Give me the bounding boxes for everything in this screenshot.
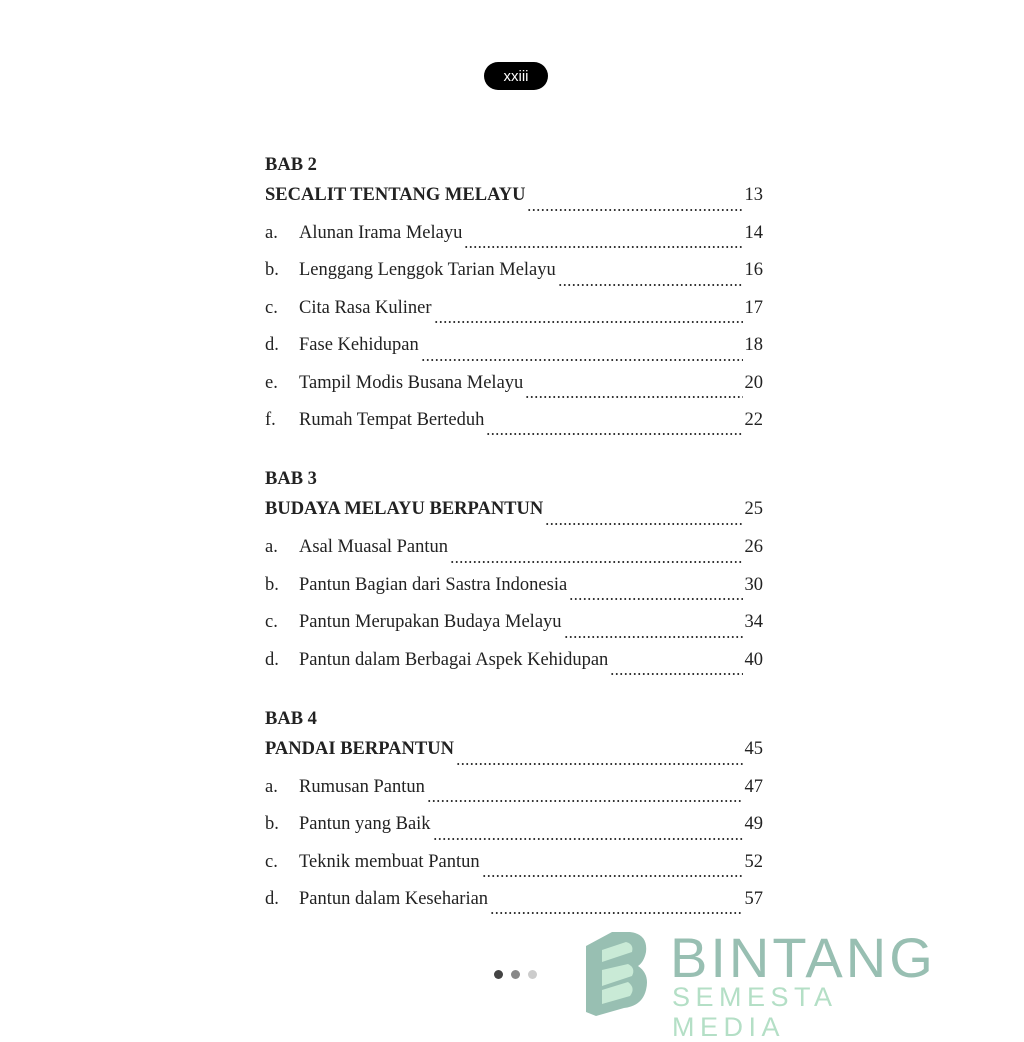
toc-entry[interactable] xyxy=(265,572,763,609)
carousel-dot[interactable] xyxy=(528,970,537,979)
page-number: 49 xyxy=(744,814,763,835)
page-number: 52 xyxy=(744,851,763,872)
page-number: 57 xyxy=(744,889,763,910)
chapter-label: BAB 3 xyxy=(265,469,317,490)
toc-entry[interactable] xyxy=(265,257,763,294)
page-number: 18 xyxy=(744,335,763,356)
entry-title: Pantun dalam Berbagai Aspek Kehidupan xyxy=(299,649,609,670)
entry-letter: c. xyxy=(265,851,278,872)
page-number: 34 xyxy=(744,612,763,633)
entry-title: Pantun Bagian dari Sastra Indonesia xyxy=(299,574,568,595)
entry-title: Lenggang Lenggok Tarian Melayu xyxy=(299,260,556,281)
entry-title: Pantun yang Baik xyxy=(299,814,431,835)
chapter-title-row[interactable] xyxy=(265,182,763,220)
entry-letter: b. xyxy=(265,574,279,595)
toc-entry[interactable] xyxy=(265,849,763,886)
page-number: 16 xyxy=(744,260,763,281)
entry-title: Alunan Irama Melayu xyxy=(299,223,463,243)
entry-letter: e. xyxy=(265,372,278,393)
dot-leader xyxy=(610,672,742,676)
entry-letter: b. xyxy=(265,814,279,835)
toc-entry[interactable] xyxy=(265,295,763,332)
entry-letter: a. xyxy=(265,776,278,797)
toc-entry[interactable] xyxy=(265,774,763,811)
entry-letter: c. xyxy=(265,612,278,633)
entry-letter: b. xyxy=(265,260,279,281)
page-number: 13 xyxy=(744,185,763,205)
toc-entry[interactable] xyxy=(265,811,763,848)
dot-leader xyxy=(450,560,742,564)
chapter-title-row[interactable] xyxy=(265,736,763,774)
chapter-label: BAB 4 xyxy=(265,708,317,729)
dot-leader xyxy=(564,635,743,639)
entry-letter: a. xyxy=(265,537,278,558)
toc-section xyxy=(265,706,763,924)
toc-section xyxy=(265,466,763,684)
page-number: 45 xyxy=(744,738,763,759)
carousel-dot[interactable] xyxy=(511,970,520,979)
chapter-title: BUDAYA MELAYU BERPANTUN xyxy=(265,499,544,520)
page-number: 20 xyxy=(744,372,763,393)
dot-leader xyxy=(569,597,742,601)
dot-leader xyxy=(490,911,742,915)
entry-title: Cita Rasa Kuliner xyxy=(299,297,432,318)
toc-entry[interactable] xyxy=(265,332,763,369)
entry-letter: f. xyxy=(265,409,276,430)
dot-leader xyxy=(433,837,743,841)
entry-letter: d. xyxy=(265,649,279,670)
toc-entry[interactable] xyxy=(265,534,763,571)
toc-entry[interactable] xyxy=(265,370,763,407)
entry-title: Tampil Modis Busana Melayu xyxy=(299,372,524,393)
dot-leader xyxy=(464,245,742,249)
toc-entry[interactable] xyxy=(265,647,763,684)
page-number: 17 xyxy=(744,297,763,318)
dot-leader xyxy=(427,799,743,803)
entry-title: Pantun Merupakan Budaya Melayu xyxy=(299,612,562,633)
page-number: 25 xyxy=(744,499,763,520)
dot-leader xyxy=(456,762,743,766)
page-number: 22 xyxy=(744,409,763,430)
entry-title: Asal Muasal Pantun xyxy=(299,537,449,558)
dot-leader xyxy=(527,208,742,212)
dot-leader xyxy=(558,283,743,287)
toc-entry[interactable] xyxy=(265,886,763,923)
dot-leader xyxy=(486,432,742,436)
entry-title: Teknik membuat Pantun xyxy=(299,851,480,872)
chapter-title: PANDAI BERPANTUN xyxy=(265,738,454,759)
dot-leader xyxy=(421,358,743,362)
page-number: 30 xyxy=(744,574,763,595)
dot-leader xyxy=(525,395,742,399)
chapter-label: BAB 2 xyxy=(265,155,317,175)
entry-letter: d. xyxy=(265,335,279,356)
dot-leader xyxy=(434,320,743,324)
page-number-badge: xxiii xyxy=(484,62,548,90)
toc-section xyxy=(265,152,763,444)
entry-title: Rumah Tempat Berteduh xyxy=(299,409,485,430)
dot-leader xyxy=(545,522,742,526)
watermark-subtitle: SEMESTA MEDIA xyxy=(672,982,837,1042)
toc-entry[interactable] xyxy=(265,609,763,646)
dot-leader xyxy=(482,874,743,878)
table-of-contents xyxy=(265,152,763,945)
entry-letter: c. xyxy=(265,297,278,318)
chapter-title: SECALIT TENTANG MELAYU xyxy=(265,185,526,205)
toc-entry[interactable] xyxy=(265,407,763,444)
toc-entry[interactable] xyxy=(265,220,763,257)
carousel-dot-active[interactable] xyxy=(494,970,503,979)
entry-title: Rumusan Pantun xyxy=(299,776,425,797)
page-number: 14 xyxy=(744,223,763,243)
entry-title: Pantun dalam Keseharian xyxy=(299,889,489,910)
carousel-indicator xyxy=(494,970,537,979)
entry-letter: d. xyxy=(265,889,279,910)
page-number: 40 xyxy=(744,649,763,670)
page-number: 26 xyxy=(744,537,763,558)
page-number: 47 xyxy=(744,776,763,797)
entry-letter: a. xyxy=(265,223,278,243)
chapter-title-row[interactable] xyxy=(265,496,763,534)
entry-title: Fase Kehidupan xyxy=(299,335,419,356)
watermark-title: BINTANG xyxy=(670,926,936,989)
